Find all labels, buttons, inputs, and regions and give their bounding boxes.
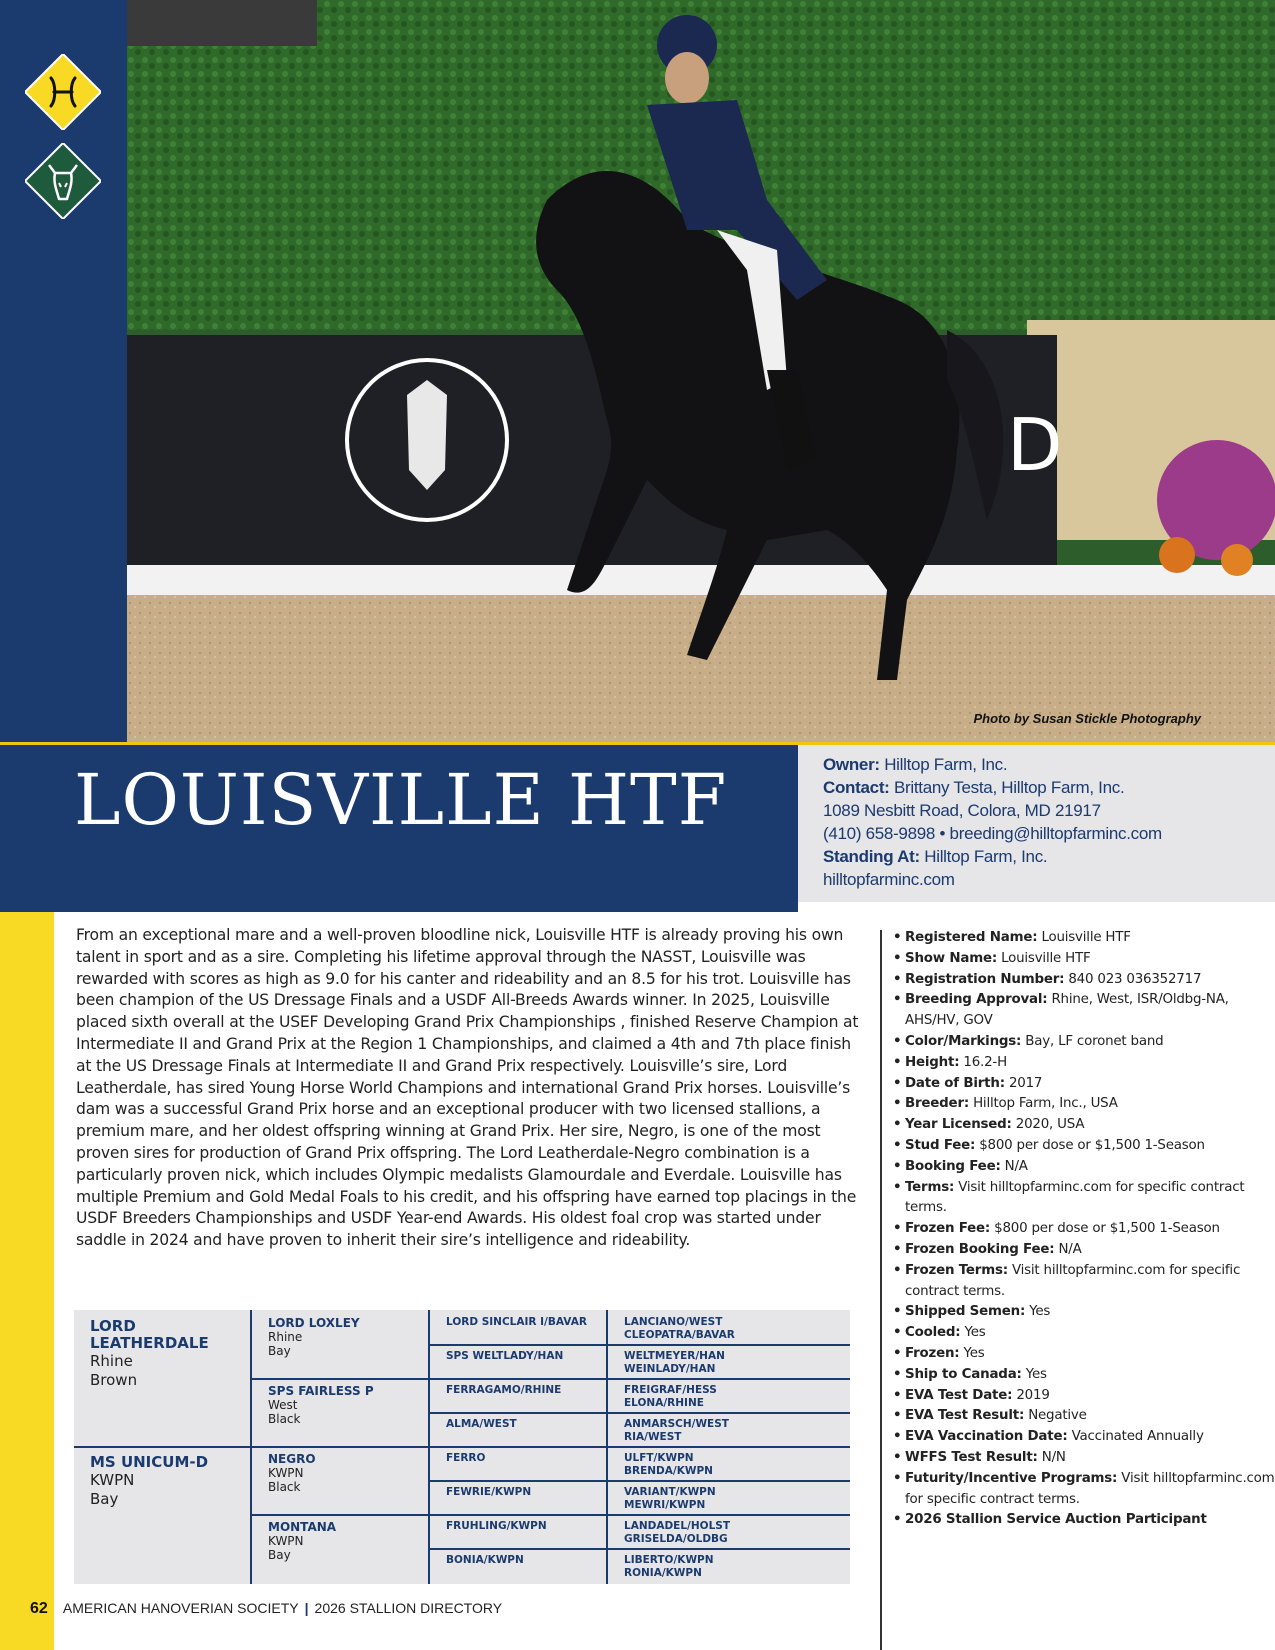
fact-value: $800 per dose or $1,500 1-Season xyxy=(994,1221,1220,1237)
g2-name: NEGRO xyxy=(268,1452,316,1466)
g2-color: Bay xyxy=(268,1548,291,1562)
fact-label: Booking Fee: xyxy=(905,1158,1001,1174)
g4-name: RONIA/KWPN xyxy=(624,1567,702,1579)
fact-item xyxy=(893,1178,1275,1220)
fact-item xyxy=(893,1323,1275,1344)
fact-value: Vaccinated Annually xyxy=(1071,1429,1204,1445)
contact-panel xyxy=(798,742,1275,902)
g4-name: BRENDA/KWPN xyxy=(624,1465,713,1477)
fact-label: Shipped Semen: xyxy=(905,1304,1026,1320)
g4-name: LIBERTO/KWPN xyxy=(624,1554,714,1566)
stallion-photo xyxy=(127,0,1275,742)
pedigree-table xyxy=(74,1310,850,1584)
fact-label: Show Name: xyxy=(905,950,998,966)
g4-name: FREIGRAF/HESS xyxy=(624,1384,717,1396)
g4-name: LANDADEL/HOLST xyxy=(624,1520,730,1532)
fact-item xyxy=(893,1510,1275,1531)
pedigree-rule xyxy=(428,1344,850,1346)
fact-item xyxy=(893,1406,1275,1427)
stallion-description: From an exceptional mare and a well-proven bloodline nick, Louisville HTF is already proving his own talent in sport and as a sire. Completing his lifetime approval through the NASST, Louisville was rewarded with scores as high as 9.0 for his canter and rideability and an 8.5 for his trot. Louisville has been champion of the US Dressage Finals and a USDF All-Breeds Awards winner. In 2025, Louisville placed sixth overall at the USEF Developing Grand Prix Championships , finished Reserve Champion at Intermediate II and Grand Prix at the Region 1 Championships, and claimed a 4th and 7th place finish at the US Dressage Finals at Intermediate II and Grand Prix respectively. Louisville’s sire, Lord Leatherdale, has sired Young Horse World Champions and international Grand Prix horses. Louisville’s dam was a successful Grand Prix horse and an exceptional producer with two licensed stallions, a premium mare, and her oldest offspring winning at Grand Prix. Her sire, Negro, is one of the most proven sires for production of Grand Prix offspring. The Lord Leatherdale-Negro combination is a particularly proven nick, which includes Olympic medalists Glamourdale and Everdale. Louisville has multiple Premium and Gold Medal Foals to his credit, and his offspring have earned top placings in the USDF Breeders Championships and USDF Year-end Awards. His oldest foal crop was started under saddle in 2024 and have proven to inherit their sire’s intelligence and rideability. xyxy=(76,926,859,1250)
website-link[interactable]: hilltopfarminc.com xyxy=(823,870,955,889)
fact-label: Frozen: xyxy=(905,1345,960,1361)
sire-color: Brown xyxy=(90,1371,138,1389)
fact-value: Yes xyxy=(964,1325,986,1341)
dam-name: MS UNICUM-D xyxy=(90,1453,209,1471)
hanoverian-h-badge-icon xyxy=(25,54,101,130)
fact-value: Visit hilltopfarminc.com for specific contract terms. xyxy=(905,1179,1245,1216)
fact-item xyxy=(893,1261,1275,1303)
fact-item xyxy=(893,1157,1275,1178)
owner-row xyxy=(823,753,1275,776)
fact-value: Visit hilltopfarminc.com for specific contract terms. xyxy=(905,1262,1241,1299)
fact-item xyxy=(893,1032,1275,1053)
photo-credit: Photo by Susan Stickle Photography xyxy=(973,711,1201,726)
pedigree-g2-entry xyxy=(268,1384,428,1426)
pedigree-g3-entry xyxy=(446,1316,606,1329)
pedigree-g4-pair xyxy=(624,1452,844,1478)
sire-breed: Rhine xyxy=(90,1352,133,1370)
g4-name: ULFT/KWPN xyxy=(624,1452,694,1464)
fact-item xyxy=(893,1448,1275,1469)
g4-name: MEWRI/KWPN xyxy=(624,1499,706,1511)
fact-value: Visit hilltopfarminc.com for specific contract terms. xyxy=(905,1470,1275,1507)
fact-value: Yes xyxy=(963,1345,985,1361)
g4-name: WELTMEYER/HAN xyxy=(624,1350,725,1362)
g3-name: ALMA/WEST xyxy=(446,1418,517,1430)
fact-item xyxy=(893,1427,1275,1448)
g4-name: ANMARSCH/WEST xyxy=(624,1418,729,1430)
pedigree-g4-pair xyxy=(624,1384,844,1410)
g3-name: BONIA/KWPN xyxy=(446,1554,524,1566)
standing-row xyxy=(823,845,1275,868)
fact-item xyxy=(893,990,1275,1032)
pedigree-g2-entry xyxy=(268,1452,428,1494)
fact-value: N/N xyxy=(1041,1449,1066,1465)
fact-value: N/A xyxy=(1004,1158,1028,1174)
publication-name: 2026 STALLION DIRECTORY xyxy=(314,1600,503,1616)
contact-row xyxy=(823,776,1275,799)
dam-breed: KWPN xyxy=(90,1471,135,1489)
fact-value: Rhine, West, ISR/Oldbg-NA, AHS/HV, GOV xyxy=(905,992,1229,1029)
fact-value: 2017 xyxy=(1008,1075,1043,1091)
pedigree-g3-entry xyxy=(446,1452,606,1465)
fact-value: Bay, LF coronet band xyxy=(1025,1033,1164,1049)
g2-name: SPS FAIRLESS P xyxy=(268,1384,374,1398)
contact-label: Contact: xyxy=(823,778,890,797)
g4-name: LANCIANO/WEST xyxy=(624,1316,723,1328)
g3-name: FEWRIE/KWPN xyxy=(446,1486,532,1498)
fact-item xyxy=(893,1386,1275,1407)
g4-name: RIA/WEST xyxy=(624,1431,682,1443)
pedigree-g4-pair xyxy=(624,1486,844,1512)
page-footer xyxy=(30,1600,502,1618)
fact-value: 2020, USA xyxy=(1015,1117,1085,1133)
fact-label: Breeder: xyxy=(905,1096,969,1112)
g3-name: SPS WELTLADY/HAN xyxy=(446,1350,564,1362)
fact-label: 2026 Stallion Service Auction Participant xyxy=(905,1512,1207,1528)
page-number: 62 xyxy=(30,1600,48,1617)
footer-divider: | xyxy=(304,1600,309,1616)
fact-label: Stud Fee: xyxy=(905,1137,976,1153)
fact-label: EVA Vaccination Date: xyxy=(905,1429,1068,1445)
fact-label: Cooled: xyxy=(905,1325,961,1341)
g4-name: ELONA/RHINE xyxy=(624,1397,704,1409)
fact-item xyxy=(893,1115,1275,1136)
sidebar-yellow-band xyxy=(0,912,54,1650)
fact-item xyxy=(893,1136,1275,1157)
fact-label: Frozen Fee: xyxy=(905,1221,991,1237)
pedigree-rule xyxy=(250,1514,850,1516)
pedigree-g4-pair xyxy=(624,1316,844,1342)
pedigree-g3-entry xyxy=(446,1418,606,1431)
pedigree-g4-pair xyxy=(624,1418,844,1444)
owner-label: Owner: xyxy=(823,755,880,774)
g2-name: LORD LOXLEY xyxy=(268,1316,360,1330)
fact-value: 16.2-H xyxy=(963,1054,1007,1070)
fact-label: WFFS Test Result: xyxy=(905,1449,1038,1465)
fact-value: Yes xyxy=(1025,1366,1047,1382)
address: 1089 Nesbitt Road, Colora, MD 21917 xyxy=(823,801,1101,820)
fact-item xyxy=(893,949,1275,970)
fact-label: Registered Name: xyxy=(905,930,1038,945)
g3-name: FRUHLING/KWPN xyxy=(446,1520,547,1532)
fact-label: EVA Test Date: xyxy=(905,1387,1013,1403)
fact-label: EVA Test Result: xyxy=(905,1408,1025,1424)
pedigree-g3-entry xyxy=(446,1486,606,1499)
pedigree-rule xyxy=(428,1412,850,1414)
fact-value: N/A xyxy=(1058,1241,1082,1257)
standing-value: Hilltop Farm, Inc. xyxy=(924,847,1048,866)
stallion-facts-list xyxy=(893,928,1275,1531)
horse-head-badge-icon xyxy=(25,143,101,219)
column-divider xyxy=(880,930,882,1650)
fact-label: Futurity/Incentive Programs: xyxy=(905,1470,1118,1486)
fact-item xyxy=(893,970,1275,991)
g3-name: FERRAGAMO/RHINE xyxy=(446,1384,562,1396)
svg-text:D: D xyxy=(1007,403,1063,487)
pedigree-g3-entry xyxy=(446,1520,606,1533)
fact-item xyxy=(893,1469,1275,1511)
g4-name: WEINLADY/HAN xyxy=(624,1363,716,1375)
g2-breed: KWPN xyxy=(268,1466,304,1480)
publisher-name: AMERICAN HANOVERIAN SOCIETY xyxy=(62,1600,299,1616)
fact-label: Terms: xyxy=(905,1179,955,1195)
g4-name: VARIANT/KWPN xyxy=(624,1486,716,1498)
pedigree-dam xyxy=(90,1454,240,1509)
pedigree-g4-pair xyxy=(624,1520,844,1546)
fact-value: Yes xyxy=(1029,1304,1051,1320)
fact-value: Louisville HTF xyxy=(1041,930,1131,945)
pedigree-rule xyxy=(250,1378,850,1380)
fact-item xyxy=(893,1094,1275,1115)
fact-label: Year Licensed: xyxy=(905,1117,1012,1133)
pedigree-rule xyxy=(428,1480,850,1482)
pedigree-rule xyxy=(74,1446,850,1448)
fact-label: Breeding Approval: xyxy=(905,992,1048,1008)
pedigree-g3-entry xyxy=(446,1384,606,1397)
pedigree-rule xyxy=(428,1548,850,1550)
g2-color: Black xyxy=(268,1480,301,1494)
fact-value: Negative xyxy=(1028,1408,1087,1424)
fact-item xyxy=(893,1365,1275,1386)
fact-item xyxy=(893,1053,1275,1074)
pedigree-g2-entry xyxy=(268,1316,428,1358)
pedigree-g3-entry xyxy=(446,1350,606,1363)
fact-item xyxy=(893,928,1275,949)
fact-item xyxy=(893,1219,1275,1240)
g4-name: GRISELDA/OLDBG xyxy=(624,1533,728,1545)
fact-label: Height: xyxy=(905,1054,960,1070)
pedigree-g4-pair xyxy=(624,1350,844,1376)
g3-name: LORD SINCLAIR I/BAVAR xyxy=(446,1316,587,1328)
title-band xyxy=(0,742,798,912)
g2-breed: Rhine xyxy=(268,1330,303,1344)
fact-item xyxy=(893,1074,1275,1095)
contact-value: Brittany Testa, Hilltop Farm, Inc. xyxy=(893,778,1125,797)
fact-label: Registration Number: xyxy=(905,971,1065,987)
g2-color: Black xyxy=(268,1412,301,1426)
fact-value: 2019 xyxy=(1016,1387,1050,1403)
pedigree-g3-entry xyxy=(446,1554,606,1567)
g2-breed: KWPN xyxy=(268,1534,304,1548)
pedigree-g4-pair xyxy=(624,1554,844,1580)
phone-email[interactable]: (410) 658-9898 • breeding@hilltopfarminc.com xyxy=(823,824,1162,843)
pedigree-sire xyxy=(90,1318,240,1390)
g2-color: Bay xyxy=(268,1344,291,1358)
fact-item xyxy=(893,1240,1275,1261)
fact-item xyxy=(893,1302,1275,1323)
owner-value: Hilltop Farm, Inc. xyxy=(884,755,1008,774)
g2-name: MONTANA xyxy=(268,1520,337,1534)
g2-breed: West xyxy=(268,1398,298,1412)
standing-label: Standing At: xyxy=(823,847,920,866)
fact-value: Louisville HTF xyxy=(1001,950,1091,966)
fact-label: Date of Birth: xyxy=(905,1075,1005,1091)
fact-value: Hilltop Farm, Inc., USA xyxy=(973,1096,1118,1112)
fact-label: Ship to Canada: xyxy=(905,1366,1022,1382)
sire-name: LORD LEATHERDALE xyxy=(90,1317,209,1352)
fact-item xyxy=(893,1344,1275,1365)
fact-value: $800 per dose or $1,500 1-Season xyxy=(979,1137,1205,1153)
pedigree-g2-entry xyxy=(268,1520,428,1562)
dam-color: Bay xyxy=(90,1490,119,1508)
g4-name: CLEOPATRA/BAVAR xyxy=(624,1329,735,1341)
g3-name: FERRO xyxy=(446,1452,486,1464)
fact-value: 840 023 036352717 xyxy=(1068,971,1202,987)
fact-label: Color/Markings: xyxy=(905,1033,1022,1049)
fact-label: Frozen Booking Fee: xyxy=(905,1241,1055,1257)
fact-label: Frozen Terms: xyxy=(905,1262,1008,1278)
stallion-name-title: LOUISVILLE HTF xyxy=(74,759,728,841)
